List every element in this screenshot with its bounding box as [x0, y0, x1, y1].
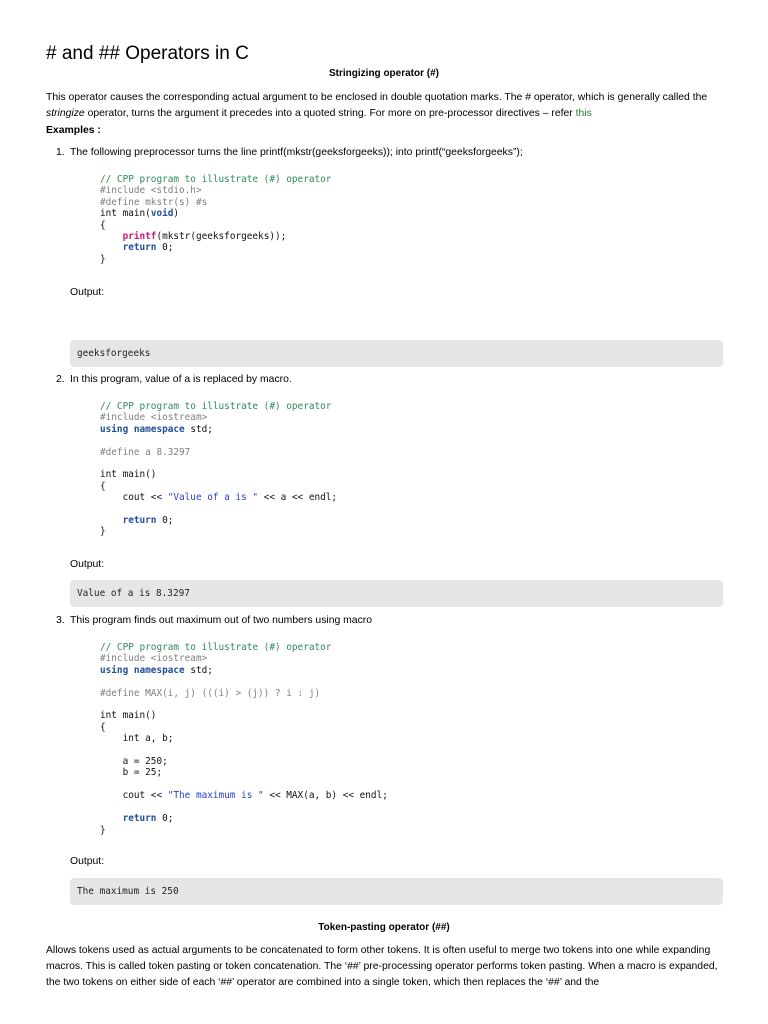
- code-using: using namespace: [100, 423, 185, 435]
- code-int: int: [100, 469, 117, 481]
- code-decl-rest: a, b;: [139, 733, 174, 745]
- code-block-3: [100, 642, 388, 836]
- code-return-val: 0;: [156, 515, 174, 527]
- code-printf: printf: [122, 231, 157, 243]
- example-2-number: 2.: [56, 374, 65, 385]
- section-heading-stringizing: Stringizing operator (#): [329, 68, 439, 79]
- code-comment: // CPP program to illustrate (#) operator: [100, 174, 332, 185]
- code-close-brace: }: [100, 253, 106, 265]
- code-int: int: [100, 208, 117, 220]
- code-open-brace: {: [100, 721, 106, 733]
- code-decl-int: int: [122, 733, 140, 745]
- page-title: # and ## Operators in C: [46, 43, 249, 64]
- example-1-text: The following preprocessor turns the line printf(mkstr(geeksforgeeks)); into printf(“geeksforgeeks”);: [70, 147, 523, 158]
- code-close-brace: }: [100, 824, 106, 836]
- code-main: main: [122, 208, 146, 220]
- output-label-3: Output:: [70, 856, 105, 867]
- token-pasting-paragraph: Allows tokens used as actual arguments to be concatenated to form other tokens. It is often useful to merge two tokens into one while expanding macros. This is called token pasting or token concatenation. The ‘##’ pre-processing operator performs token pasting. When a macro is expanded, the two tokens on either side of each ‘##’ operator are combined into a single token, which then replaces the ‘##’ and the: [46, 945, 718, 988]
- code-define: #define MAX(i, j) (((i) > (j)) ? i : j): [100, 687, 321, 699]
- intro-text-2: operator, turns the argument it precedes into a quoted string. For more on pre-processor directives – refer: [84, 108, 576, 119]
- code-cout-start: cout <<: [100, 790, 168, 802]
- example-2-item: [56, 374, 716, 385]
- intro-italic: stringize: [46, 108, 85, 119]
- code-cout-start: cout <<: [100, 492, 168, 504]
- intro-paragraph: [46, 90, 726, 122]
- output-label-2: Output:: [70, 559, 105, 570]
- output-box-2: Value of a is 8.3297: [70, 580, 723, 607]
- code-open-brace: {: [100, 219, 106, 231]
- section-heading-token-pasting: Token-pasting operator (##): [318, 922, 450, 933]
- code-define: #define a 8.3297: [100, 446, 191, 458]
- code-return-val: 0;: [156, 242, 174, 254]
- code-return: return: [122, 515, 157, 527]
- example-2-text: In this program, value of a is replaced by macro.: [70, 374, 292, 385]
- example-1-number: 1.: [56, 147, 65, 158]
- code-printf-args: (mkstr(geeksforgeeks));: [156, 231, 287, 243]
- code-block-1: // CPP program to illustrate (#) operator #include <stdio.h> #define mkstr(s) #s int main(void) { printf(mkstr(geeksforgeeks)); return 0; }: [100, 174, 332, 265]
- code-include: #include <stdio.h>: [100, 185, 202, 197]
- code-main-sig: main(): [116, 469, 157, 481]
- code-assign-b: b = 25;: [100, 767, 163, 779]
- code-block-2: [100, 401, 337, 538]
- code-using: using namespace: [100, 664, 185, 676]
- code-include: #include <iostream>: [100, 653, 208, 665]
- example-1-item: [56, 147, 716, 158]
- code-define: #define mkstr(s) #s: [100, 196, 208, 208]
- code-using-rest: std;: [184, 664, 213, 676]
- code-cout-string: "The maximum is ": [167, 790, 264, 802]
- code-cout-end: << MAX(a, b) << endl;: [263, 790, 388, 802]
- output-label-1: Output:: [70, 287, 105, 298]
- example-3-item: [56, 615, 716, 626]
- code-cout-end: << a << endl;: [258, 492, 338, 504]
- code-comment: // CPP program to illustrate (#) operator: [100, 401, 332, 412]
- code-void: void: [150, 208, 174, 220]
- code-int: int: [100, 710, 117, 722]
- code-return-val: 0;: [156, 813, 174, 825]
- code-using-rest: std;: [184, 423, 213, 435]
- output-box-1: geeksforgeeks: [70, 340, 723, 367]
- output-box-3: The maximum is 250: [70, 878, 723, 905]
- code-return: return: [122, 242, 157, 254]
- code-close-brace: }: [100, 526, 106, 538]
- directives-link[interactable]: this: [575, 108, 592, 119]
- example-3-number: 3.: [56, 615, 65, 626]
- code-cout-string: "Value of a is ": [167, 492, 259, 504]
- code-assign-a: a = 250;: [100, 756, 168, 768]
- code-comment: // CPP program to illustrate (#) operator: [100, 642, 332, 653]
- examples-label: Examples :: [46, 125, 101, 136]
- intro-text-1: This operator causes the corresponding actual argument to be enclosed in double quotation marks. The # operator, which is generally called the: [46, 92, 708, 103]
- code-open-brace: {: [100, 480, 106, 492]
- example-3-text: This program finds out maximum out of two numbers using macro: [70, 615, 373, 626]
- code-include: #include <iostream>: [100, 412, 208, 424]
- code-main-sig: main(): [116, 710, 157, 722]
- code-return: return: [122, 813, 157, 825]
